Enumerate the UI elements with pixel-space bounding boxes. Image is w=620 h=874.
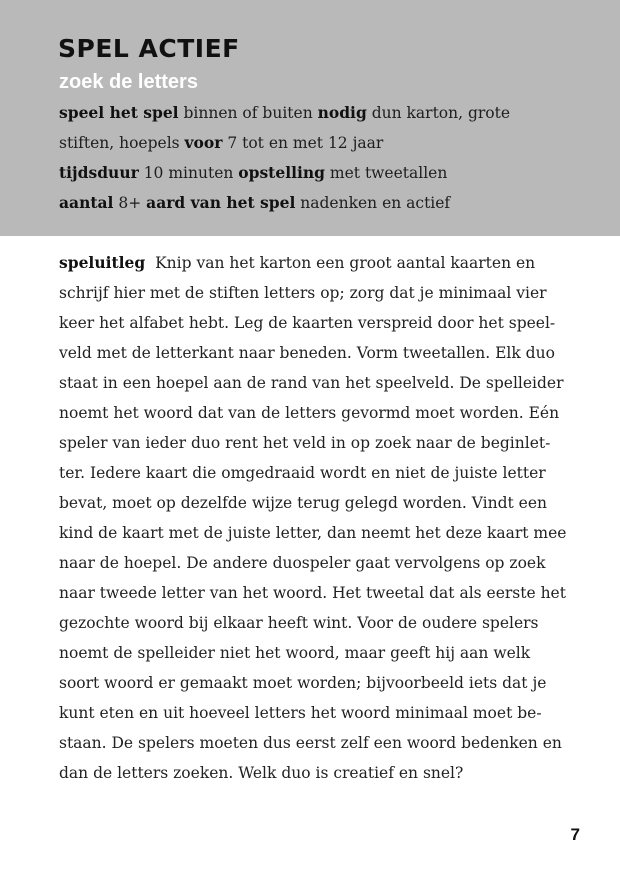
text-line-content: Knip van het karton een groot aantal kaarten en <box>155 254 536 272</box>
info-value: binnen of buiten <box>178 104 318 122</box>
info-value: dun karton, grote <box>366 104 511 122</box>
text-line <box>59 248 569 278</box>
info-value: nadenken en actief <box>295 194 451 212</box>
info-line <box>59 158 559 188</box>
text-line: veld met de letterkant naar beneden. Vorm tweetallen. Elk duo <box>59 344 555 362</box>
text-line: kind de kaart met de juiste letter, dan neemt het deze kaart mee <box>59 524 567 542</box>
info-label: speel het spel <box>59 103 179 122</box>
header-panel <box>0 0 620 236</box>
text-line: schrijf hier met de stiften letters op; zorg dat je minimaal vier <box>59 284 547 302</box>
info-label: aantal <box>59 193 114 212</box>
info-value: stiften, hoepels <box>59 134 185 152</box>
text-line: dan de letters zoeken. Welk duo is creatief en snel? <box>59 764 464 782</box>
page-number: 7 <box>570 825 580 844</box>
info-line <box>59 128 559 158</box>
text-line: bevat, moet op dezelfde wijze terug gelegd worden. Vindt een <box>59 494 548 512</box>
text-line: keer het alfabet hebt. Leg de kaarten verspreid door het speel- <box>59 314 556 332</box>
text-line: gezochte woord bij elkaar heeft wint. Voor de oudere spelers <box>59 614 539 632</box>
page-subtitle: zoek de letters <box>59 71 198 93</box>
info-label: aard van het spel <box>146 193 296 212</box>
info-line <box>59 98 559 128</box>
info-value: 10 minuten <box>138 164 239 182</box>
text-line: naar de hoepel. De andere duospeler gaat vervolgens op zoek <box>59 554 546 572</box>
info-label: nodig <box>317 103 367 122</box>
text-line: noemt de spelleider niet het woord, maar geeft hij aan welk <box>59 644 531 662</box>
info-value: 8+ <box>113 194 147 212</box>
info-label: opstelling <box>238 163 325 182</box>
page-title: SPEL ACTIEF <box>58 34 240 63</box>
section-label: speluitleg <box>59 253 146 272</box>
text-line: naar tweede letter van het woord. Het tweetal dat als eerste het <box>59 584 566 602</box>
info-value: met tweetallen <box>324 164 448 182</box>
text-line: staan. De spelers moeten dus eerst zelf een woord bedenken en <box>59 734 562 752</box>
text-line: speler van ieder duo rent het veld in op zoek naar de beginlet- <box>59 434 551 452</box>
text-line: noemt het woord dat van de letters gevormd moet worden. Eén <box>59 404 560 422</box>
info-label: tijdsduur <box>59 163 139 182</box>
text-line: kunt eten en uit hoeveel letters het woord minimaal moet be- <box>59 704 542 722</box>
info-label: voor <box>184 133 223 152</box>
game-explanation <box>59 248 569 788</box>
text-line: soort woord er gemaakt moet worden; bijvoorbeeld iets dat je <box>59 674 547 692</box>
info-value: 7 tot en met 12 jaar <box>222 134 384 152</box>
text-line: ter. Iedere kaart die omgedraaid wordt en niet de juiste letter <box>59 464 546 482</box>
game-info <box>59 98 559 218</box>
info-line <box>59 188 559 218</box>
text-line: staat in een hoepel aan de rand van het speelveld. De spelleider <box>59 374 564 392</box>
